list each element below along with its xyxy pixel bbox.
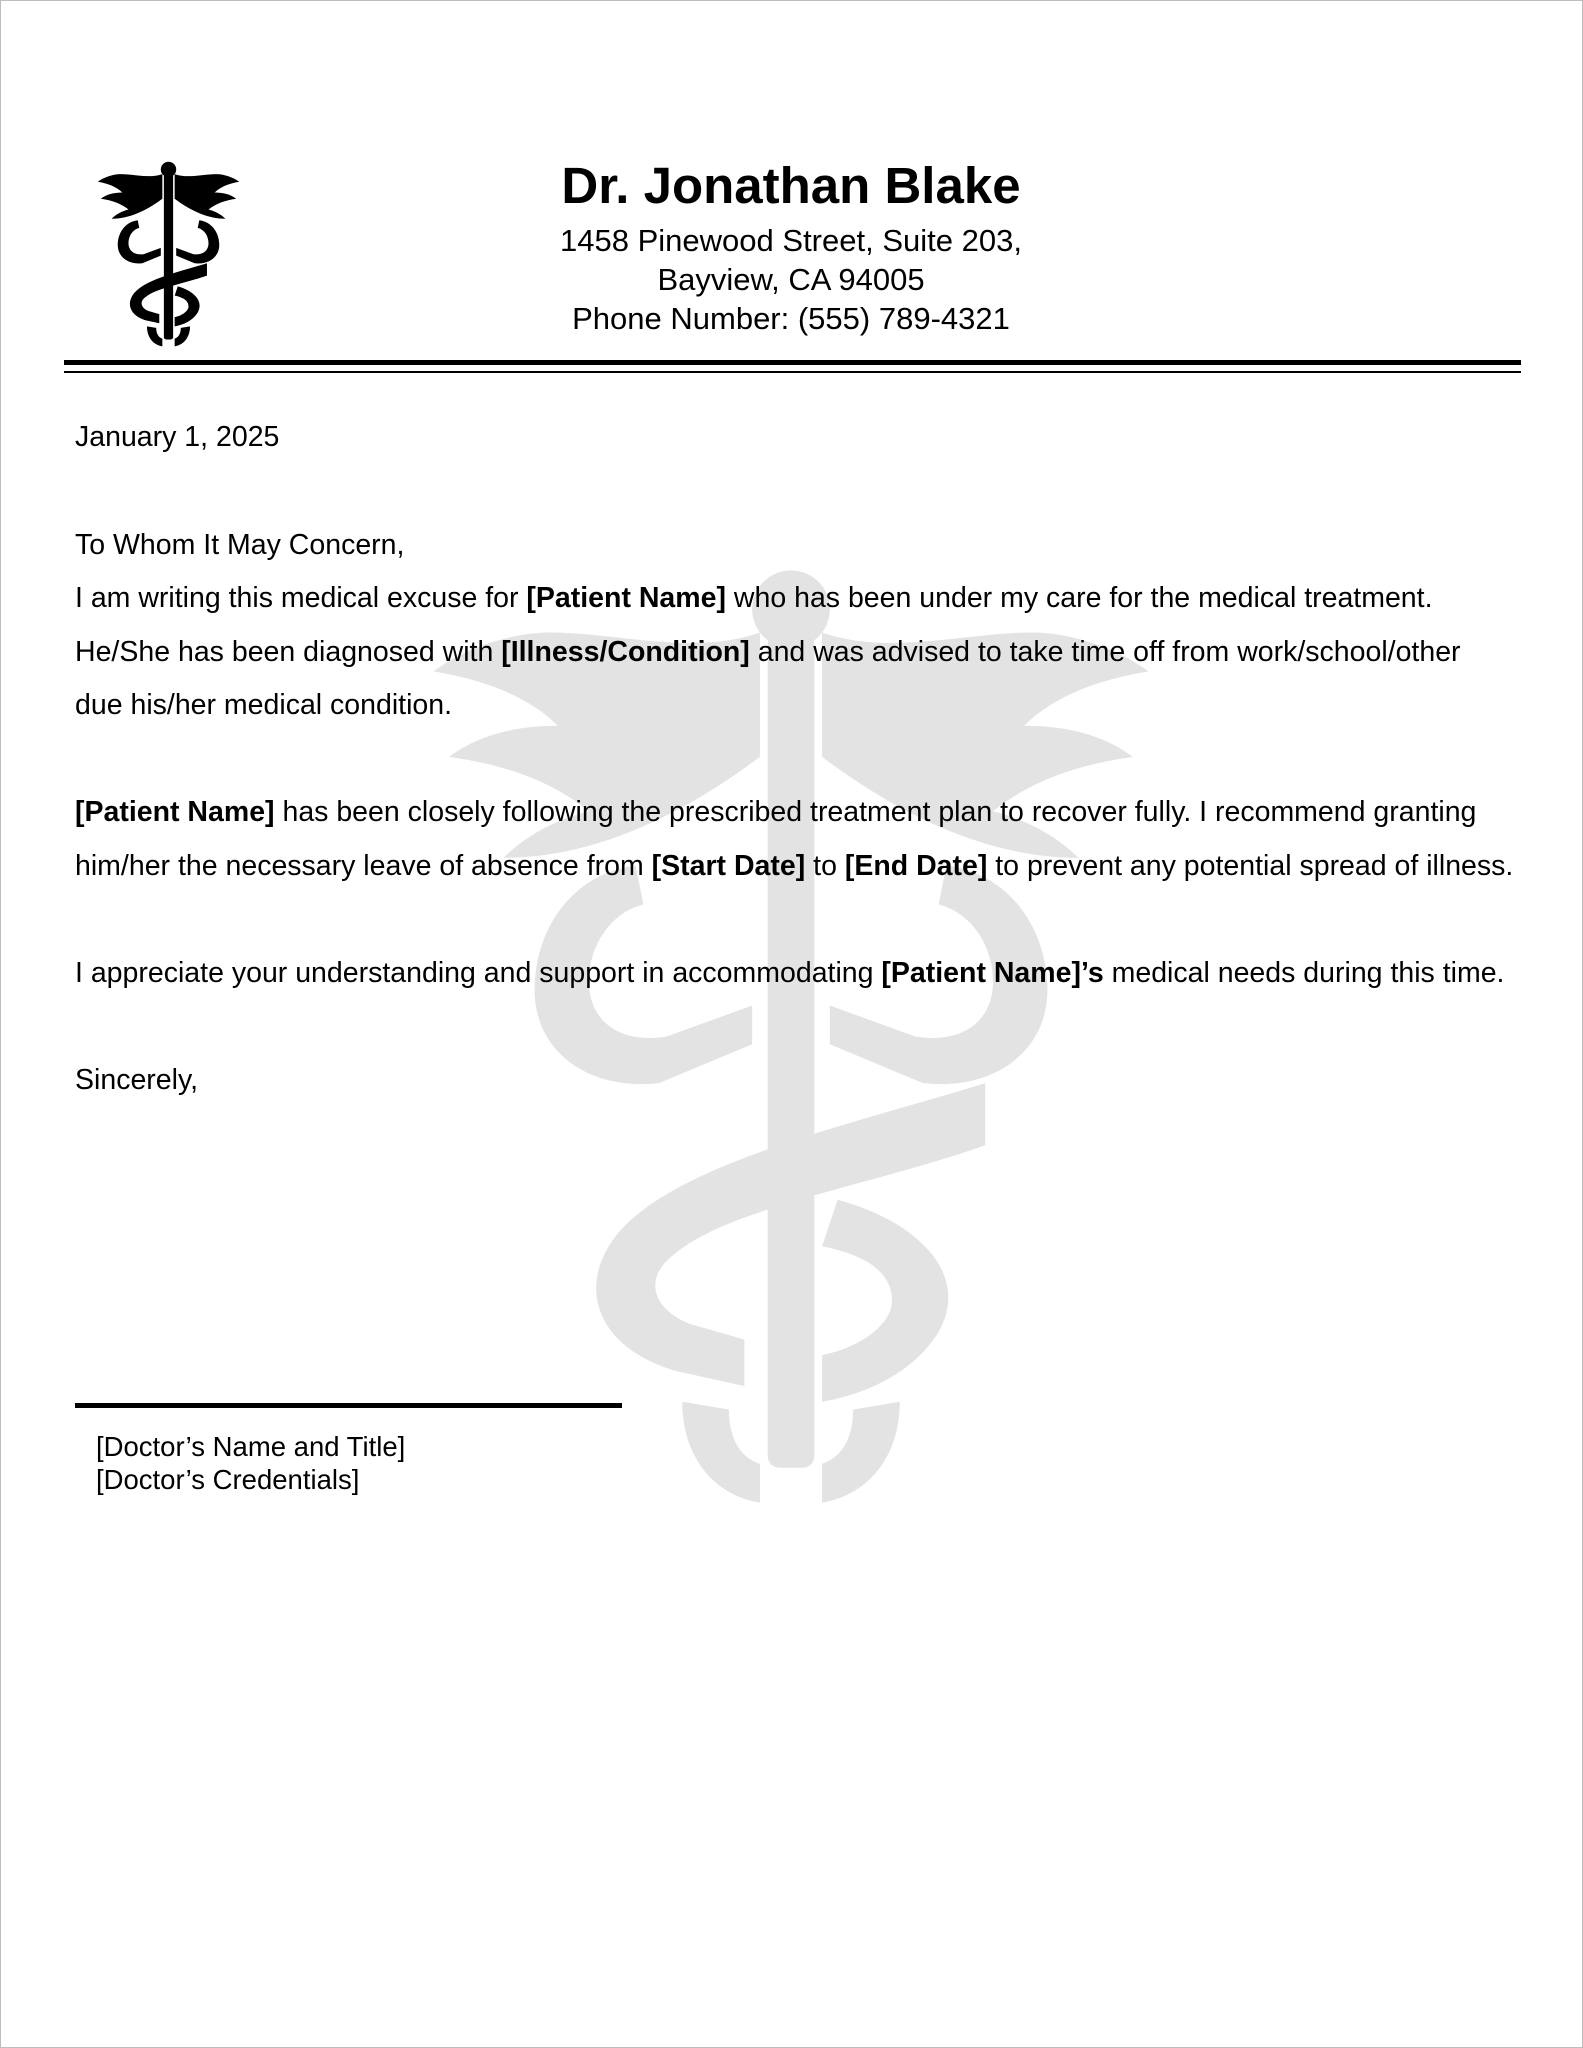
placeholder-illness: [Illness/Condition]	[501, 635, 750, 668]
placeholder-end-date: [End Date]	[844, 849, 988, 882]
signature-line	[75, 1403, 622, 1408]
paragraph-2: [Patient Name] has been closely following the prescribed treatment plan to recover fully. I recommend granting him/her the necessary leave of absence from [Start Date] to [End Date] to prevent any potential spread of illness.	[75, 796, 1514, 882]
placeholder-patient-name: [Patient Name]	[75, 796, 275, 828]
caduceus-icon	[81, 151, 256, 351]
placeholder-start-date: [Start Date]	[651, 849, 806, 882]
doctor-credentials: [Doctor’s Credentials]	[96, 1464, 360, 1495]
paragraph-3: I appreciate your understanding and support in accommodating [Patient Name]’s medical needs during this time.	[75, 956, 1505, 989]
letter-date: January 1, 2025	[75, 421, 280, 453]
signature-block	[96, 1430, 405, 1496]
paragraph-1: I am writing this medical excuse for [Patient Name] who has been under my care for the medical treatment. He/She has been diagnosed with [Illness/Condition] and was advised to take time off from work/school/other due his/her medical condition.	[75, 582, 1461, 721]
doctor-name-title: [Doctor’s Name and Title]	[96, 1431, 406, 1462]
header-divider-thin	[64, 371, 1521, 373]
address-line-2: Bayview, CA 94005	[657, 262, 925, 297]
header-divider-thick	[64, 360, 1521, 365]
closing: Sincerely,	[75, 1063, 199, 1096]
address-line-1: 1458 Pinewood Street, Suite 203,	[560, 223, 1022, 258]
placeholder-patient-name: [Patient Name]’s	[881, 956, 1104, 989]
salutation: To Whom It May Concern,	[75, 528, 405, 561]
doctor-name: Dr. Jonathan Blake	[561, 157, 1021, 214]
placeholder-patient-name: [Patient Name]	[526, 582, 726, 614]
letterhead	[381, 151, 1201, 338]
letter-body	[75, 411, 1515, 1107]
phone-number: Phone Number: (555) 789-4321	[572, 301, 1010, 336]
